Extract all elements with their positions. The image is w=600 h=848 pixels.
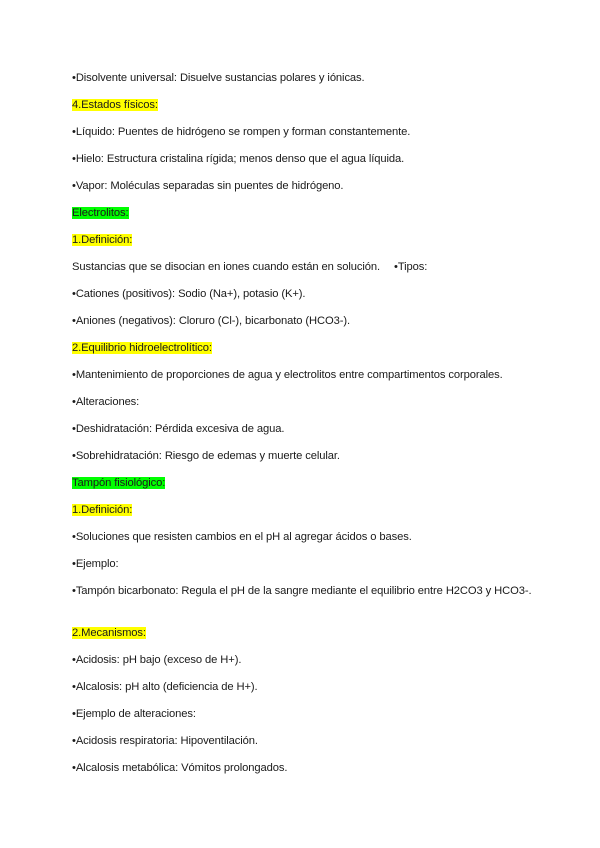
line-text: •Líquido: Puentes de hidrógeno se rompen y forman constantemente. (72, 126, 411, 138)
line-text: •Deshidratación: Pérdida excesiva de agua. (72, 423, 285, 435)
line-text: •Mantenimiento de proporciones de agua y electrolitos entre compartimentos corporales. (72, 369, 503, 381)
line-text: •Acidosis: pH bajo (exceso de H+). (72, 654, 242, 666)
heading-text: 2.Mecanismos: (72, 627, 146, 639)
bullet-alcalosis-metabolica (72, 762, 287, 775)
line-text: •Hielo: Estructura cristalina rígida; menos denso que el agua líquida. (72, 153, 405, 165)
line-text: •Soluciones que resisten cambios en el pH al agregar ácidos o bases. (72, 531, 412, 543)
heading-text: 2.Equilibrio hidroelectrolítico: (72, 342, 212, 354)
paragraph-sustancias (72, 261, 427, 274)
bullet-mantenimiento (72, 369, 503, 382)
line-text: •Aniones (negativos): Cloruro (Cl-), bicarbonato (HCO3-). (72, 315, 351, 327)
bullet-soluciones (72, 531, 412, 544)
bullet-aniones (72, 315, 350, 328)
line-text: •Disolvente universal: Disuelve sustancias polares y iónicas. (72, 72, 365, 84)
line-text: •Alcalosis metabólica: Vómitos prolongados. (72, 762, 288, 774)
bullet-acidosis (72, 654, 241, 667)
heading-definicion-electrolitos (72, 234, 132, 247)
line-text: •Cationes (positivos): Sodio (Na+), potasio (K+). (72, 288, 306, 300)
bullet-cationes (72, 288, 305, 301)
heading-text: 4.Estados físicos: (72, 99, 158, 111)
heading-definicion-tampon (72, 504, 132, 517)
bullet-alteraciones (72, 396, 139, 409)
line-text: Sustancias que se disocian en iones cuando están en solución. (72, 261, 380, 273)
section-title-tampon-fisiologico (72, 477, 165, 490)
bullet-hielo (72, 153, 404, 166)
line-text: •Alteraciones: (72, 396, 140, 408)
heading-text: 1.Definición: (72, 504, 133, 516)
line-text: •Alcalosis: pH alto (deficiencia de H+). (72, 681, 258, 693)
heading-text: 1.Definición: (72, 234, 133, 246)
section-title-text: Tampón fisiológico: (72, 477, 166, 489)
line-text: •Tampón bicarbonato: Regula el pH de la sangre mediante el equilibrio entre H2CO3 y HCO3-. (72, 585, 532, 597)
bullet-vapor (72, 180, 343, 193)
line-text: •Acidosis respiratoria: Hipoventilación. (72, 735, 258, 747)
line-text: •Vapor: Moléculas separadas sin puentes de hidrógeno. (72, 180, 344, 192)
heading-estados-fisicos (72, 99, 158, 112)
heading-equilibrio-hidroelectrolitico (72, 342, 212, 355)
bullet-tampon-bicarbonato (72, 584, 532, 598)
bullet-liquido (72, 126, 410, 139)
bullet-ejemplo (72, 558, 119, 571)
line-text: •Ejemplo: (72, 558, 119, 570)
section-title-electrolitos (72, 207, 129, 220)
bullet-disolvente-universal (72, 72, 365, 85)
bullet-ejemplo-alteraciones (72, 708, 196, 721)
bullet-acidosis-respiratoria (72, 735, 258, 748)
heading-mecanismos (72, 627, 146, 640)
bullet-sobrehidratacion (72, 450, 340, 463)
bullet-alcalosis (72, 681, 258, 694)
tipos-label: •Tipos: (394, 261, 428, 273)
section-title-text: Electrolitos: (72, 207, 129, 219)
line-text: •Sobrehidratación: Riesgo de edemas y muerte celular. (72, 450, 340, 462)
bullet-deshidratacion (72, 423, 284, 436)
line-text: •Ejemplo de alteraciones: (72, 708, 196, 720)
